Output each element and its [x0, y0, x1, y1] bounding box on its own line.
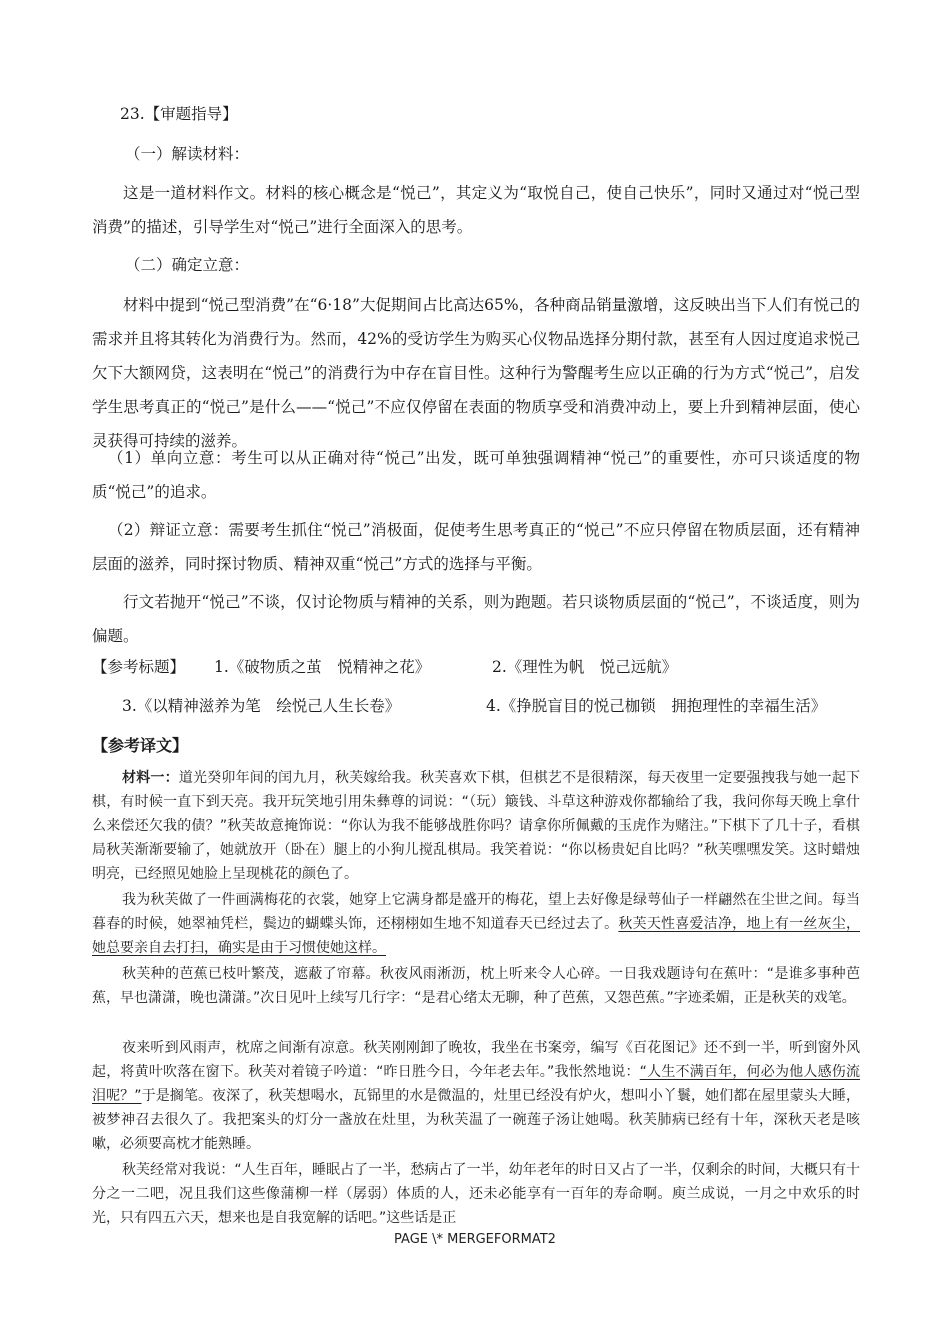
point-single: （1）单向立意：考生可以从正确对待“悦己”出发，既可单独强调精神“悦己”的重要性，亦可只谈适度的物质“悦己”的追求。: [92, 449, 860, 501]
translation-paragraph-3: 秋芙种的芭蕉已枝叶繁茂，遮蔽了帘幕。秋夜风雨淅沥，枕上听来令人心碎。一日我戏题诗句在蕉叶：“是谁多事种芭蕉，早也潇潇，晚也潇潇。”次日见叶上续写几行字：“是君心绪太无聊，种了芭蕉，又怨芭蕉。”字迹柔媚，正是秋芙的戏笔。: [92, 966, 860, 1006]
reference-title-4: 4.《挣脱盲目的悦己枷锁 拥抱理性的幸福生活》: [486, 697, 827, 715]
translation-paragraph-5: 秋芙经常对我说：“人生百年，睡眠占了一半，愁病占了一半，幼年老年的时日又占了一半，仅剩余的时间，大概只有十分之一二吧，况且我们这些像蒲柳一样（孱弱）体质的人，还未必能享有一百年的寿命啊。庾兰成说，一月之中欢乐的时光，只有四五六天，想来也是自我宽解的话吧。”这些话是正: [92, 1162, 860, 1226]
translation-paragraph-2: [92, 888, 860, 960]
translation-text-1: 道光癸卯年间的闰九月，秋芙嫁给我。秋芙喜欢下棋，但棋艺不是很精深，每天夜里一定要强拽我与她一起下棋，有时候一直下到天亮。我开玩笑地引用朱彝尊的词说：“（玩）簸钱、斗草这种游戏你都输给了我，我问你每天晚上拿什么来偿还欠我的债？”秋芙故意掩饰说：“你认为我不能够战胜你吗？请拿你所佩戴的玉虎作为赌注。”下棋下了几十子，看棋局秋芙渐渐要输了，她就放开（卧在）腿上的小狗儿搅乱棋局。我笑着说：“你以杨贵妃自比吗？”秋芙嘿嘿发笑。这时蜡烛明亮，已经照见她脸上呈现桃花的颜色了。: [92, 770, 861, 882]
translation-text-4c: 于是搁笔。夜深了，秋芙想喝水，瓦铞里的水是微温的，灶里已经没有炉火，想叫小丫鬟，她们都在屋里蒙头大睡，被梦神召去很久了。我把案头的灯分一盏放在灶里，为秋芙温了一碗莲子汤让她喝。秋芙肺病已经有十年，深秋天老是咳嗽，必须要高枕才能熟睡。: [92, 1088, 860, 1152]
translation-paragraph-1: [92, 766, 860, 886]
translation-text-2a: 我为秋芙做了一件画满梅花的衣裳，她穿上它满身都是盛开的梅花，望上去好像是绿萼仙子一样翩然在尘世之间。每当暮春的时候，她翠袖凭栏，鬓边的蝴蝶头饰，还栩栩如生地不知道春天已经过去了。: [92, 892, 860, 932]
off-topic-warning: 行文若抛开“悦己”不谈，仅讨论物质与精神的关系，则为跑题。若只谈物质层面的“悦己”，不谈适度，则为偏题。: [92, 593, 860, 645]
section2-title: （二）确定立意：: [125, 256, 250, 274]
page-footer: PAGE \* MERGEFORMAT2: [394, 1232, 556, 1247]
reference-title-1: 1.《破物质之茧 悦精神之花》: [214, 658, 431, 676]
reference-titles-label: 【参考标题】: [92, 658, 186, 676]
section2-text: 材料中提到“悦己型消费”在“6·18”大促期间占比高达65%，各种商品销量激增，这反映出当下人们有悦己的需求并且将其转化为消费行为。然而，42%的受访学生为购买心仪物品选择分期付款，甚至有人因过度追求悦己欠下大额网贷，这表明在“悦己”的消费行为中存在盲目性。这种行为警醒考生应以正确的行为方式“悦己”，启发学生思考真正的“悦己”是什么——“悦己”不应仅停留在表面的物质享受和消费冲动上，要上升到精神层面，使心灵获得可持续的滋养。: [92, 296, 860, 450]
reference-title-3: 3.《以精神滋养为笔 绘悦己人生长卷》: [122, 697, 401, 715]
translation-text-4a: 夜来听到风雨声，枕席之间渐有凉意。秋芙刚刚卸了晚妆，我坐在书案旁，编写《百花图记》还不到一半，听到窗外风起，将黄叶吹落在窗下。秋芙对着镜子吟道：“昨日胜今日，今年老去年。”我怅然地说：: [92, 1040, 860, 1080]
question-heading: 23.【审题指导】: [120, 105, 238, 123]
reference-title-2: 2.《理性为帆 悦己远航》: [492, 658, 678, 676]
translation-paragraph-4: [92, 1036, 860, 1156]
section1-text: 这是一道材料作文。材料的核心概念是“悦己”，其定义为“取悦自己，使自己快乐”，同时又通过对“悦己型消费”的描述，引导学生对“悦己”进行全面深入的思考。: [92, 184, 860, 236]
translation-heading: 【参考译文】: [92, 736, 189, 755]
underlined-sentence-2: “人生不满百年，何必为他人感伤流泪呢？”: [92, 1064, 860, 1104]
material1-label: 材料一：: [122, 770, 179, 786]
point-dialectic: （2）辩证立意：需要考生抓住“悦己”消极面，促使考生思考真正的“悦己”不应只停留在物质层面，还有精神层面的滋养，同时探讨物质、精神双重“悦己”方式的选择与平衡。: [92, 521, 860, 573]
section1-title: （一）解读材料：: [125, 145, 250, 163]
underlined-sentence-1: 秋芙天性喜爱洁净，地上有一丝灰尘，她总要亲自去打扫，确实是由于习惯使她这样。: [92, 916, 860, 956]
